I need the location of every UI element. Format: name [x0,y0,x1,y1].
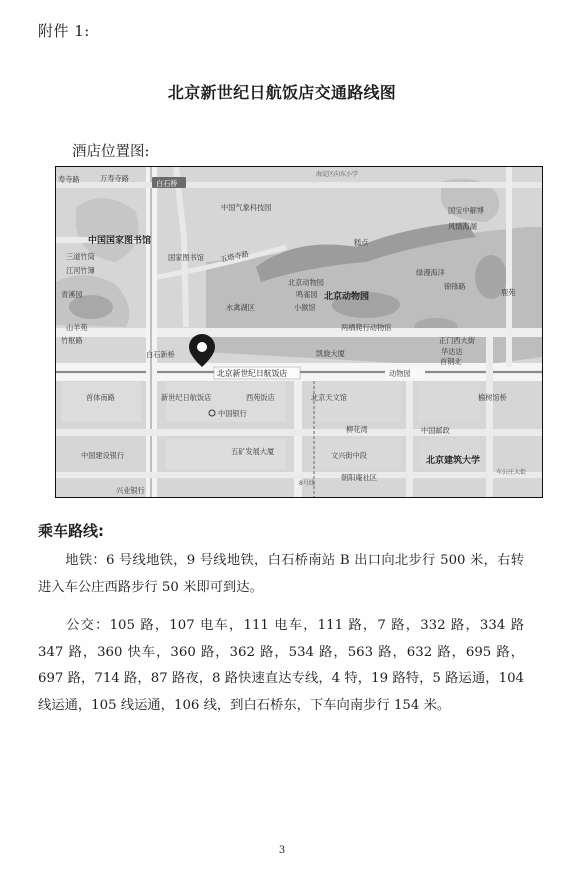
map-label: 柳花湾 [346,425,368,434]
map-label: 寿寺路 [58,175,80,184]
map-label: 中国邮政 [421,426,450,435]
map-label: 白石桥 [156,179,178,188]
map-label: 水禽湖区 [226,303,255,312]
map-label: 锦锋路 [444,282,466,291]
routes-heading: 乘车路线: [38,522,104,540]
page-number: 3 [278,845,286,856]
map-label: 中国国家图书馆 [88,236,152,246]
map-label: 动物园 [389,369,411,378]
map-label: 糕点 [354,238,369,247]
map-label: 白石新桥 [146,350,175,359]
hotel-label: 北京新世纪日航饭店 [217,369,288,378]
map-label: 文兴街中段 [331,451,367,460]
subway-directions [38,548,524,601]
map-label: 凯旋大厦 [316,349,345,358]
map-label: 万寿寺路 [100,174,129,183]
map-label: 两栖爬行动物馆 [341,323,392,332]
map-label: 五矿发展大厦 [231,447,275,456]
map-label: 山羊苑 [66,323,88,332]
bus-text: 公交：105 路，107 电车，111 电车，111 路，7 路，332 路，334 路 347 路，360 快车，360 路，362 路，534 路，563 路，632 路，695 路，697 路，714 路，87 路夜，8 路快速直达专线，4 特，19 路特，5 路运通，104 线运通，105 线运通，106 线，到白石桥东，下车向南步行 154 米。 [38,618,524,713]
map-label: 中国气象科技园 [221,203,272,212]
map-label: 绿漫海洋 [416,268,445,277]
map-label: 北京天文馆 [311,393,347,402]
hotel-location-map[interactable] [55,166,543,498]
map-label: 国家图书馆 [168,253,204,262]
map-label: 首钢北 [440,357,462,366]
map-label: 首体南路 [86,393,115,402]
map-label: 中国银行 [218,409,247,418]
map-label: 北京动物园 [288,278,324,287]
page-title: 北京新世纪日航饭店交通路线图 [167,83,397,102]
map-label: 兴业银行 [116,486,145,495]
map-label: 8号线 [299,480,315,487]
map-section-label: 酒店位置图: [72,144,150,160]
map-label: 海淀区向东小学 [316,171,359,178]
map-label: 鹿苑 [501,288,516,297]
map-label: 五塔寺路 [219,249,250,264]
map-label: 车公庄大街 [496,469,527,476]
map-label: 西苑饭店 [246,393,275,402]
map-label: 中国建设银行 [81,451,125,460]
map-canvas [56,167,542,497]
map-label: 正门西大街 [439,336,475,345]
map-label: 榆树馆桥 [478,393,507,402]
map-label: 朝阳庵社区 [341,473,377,482]
map-label: 三道竹筒 [66,252,95,261]
map-label: 鸣雀园 [296,290,318,299]
subway-text: 地铁：6 号线地铁，9 号线地铁，白石桥南站 B 出口向北步行 500 米，右转进入车公庄西路步行 50 米即可到达。 [38,553,524,595]
map-label: 小猴馆 [294,303,316,312]
map-label: 江河竹簿 [66,266,95,275]
map-label: 竹枢路 [61,336,83,345]
attachment-label: 附件 1: [38,22,90,40]
map-label: 北京动物园 [324,292,370,302]
map-label: 青溪园 [61,290,83,299]
map-label: 华达达 [441,347,463,356]
map-label: 风情海湖 [448,222,477,231]
map-label: 新世纪日航饭店 [161,393,212,402]
map-label: 北京建筑大学 [426,456,481,466]
map-label: 国宝中解博 [448,206,484,215]
bus-directions [38,613,524,719]
